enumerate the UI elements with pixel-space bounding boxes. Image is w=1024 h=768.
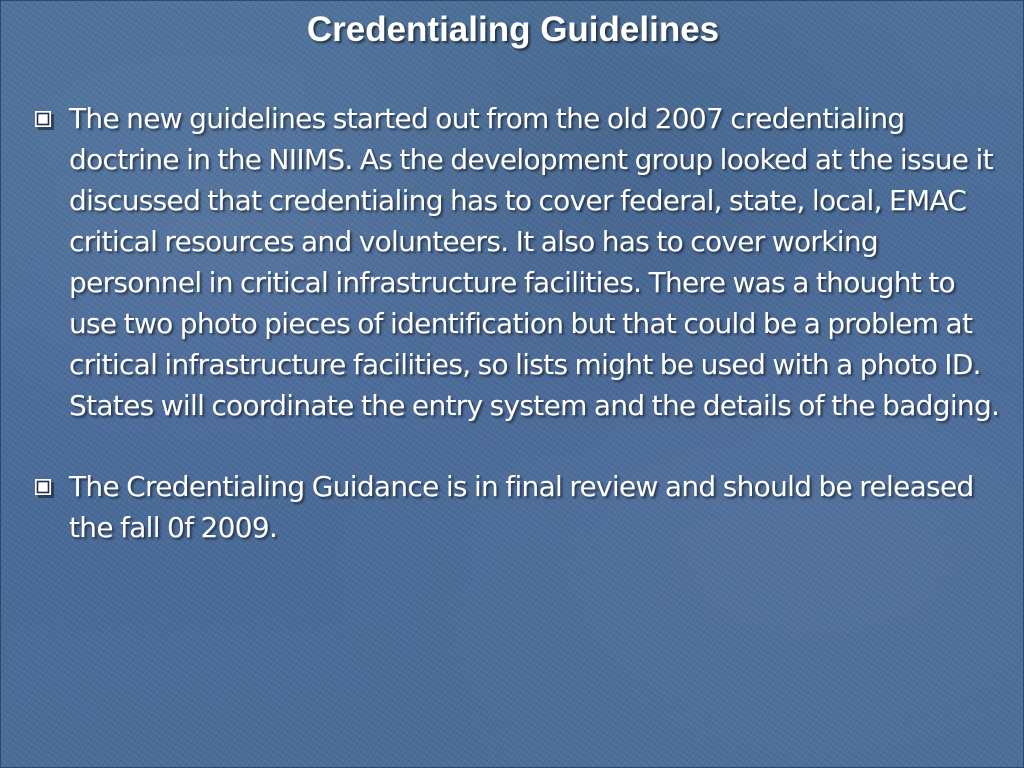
bullet-item — [31, 466, 1006, 548]
bullet-list — [31, 98, 1006, 588]
bullet-item — [31, 98, 1006, 426]
bullet-text: The Credentialing Guidance is in final review and should be released the fall 0f 2009. — [69, 470, 974, 544]
slide-title: Credentialing Guidelines — [306, 10, 720, 49]
checkbox-square-icon — [33, 109, 55, 131]
bullet-text: The new guidelines started out from the old 2007 credentialing doctrine in the NIIMS. As the development group looked at the issue it discussed that credentialing has to cover federal, state, local, EMAC critical resources and volunteers. It also has to cover working personnel in critical infrastructure facilities. There was a thought to use two photo pieces of identification but that could be a problem at critical infrastructure facilities, so lists might be used with a photo ID. States will coordinate the entry system and the details of the badging. — [69, 102, 1000, 422]
checkbox-square-icon — [33, 477, 55, 499]
